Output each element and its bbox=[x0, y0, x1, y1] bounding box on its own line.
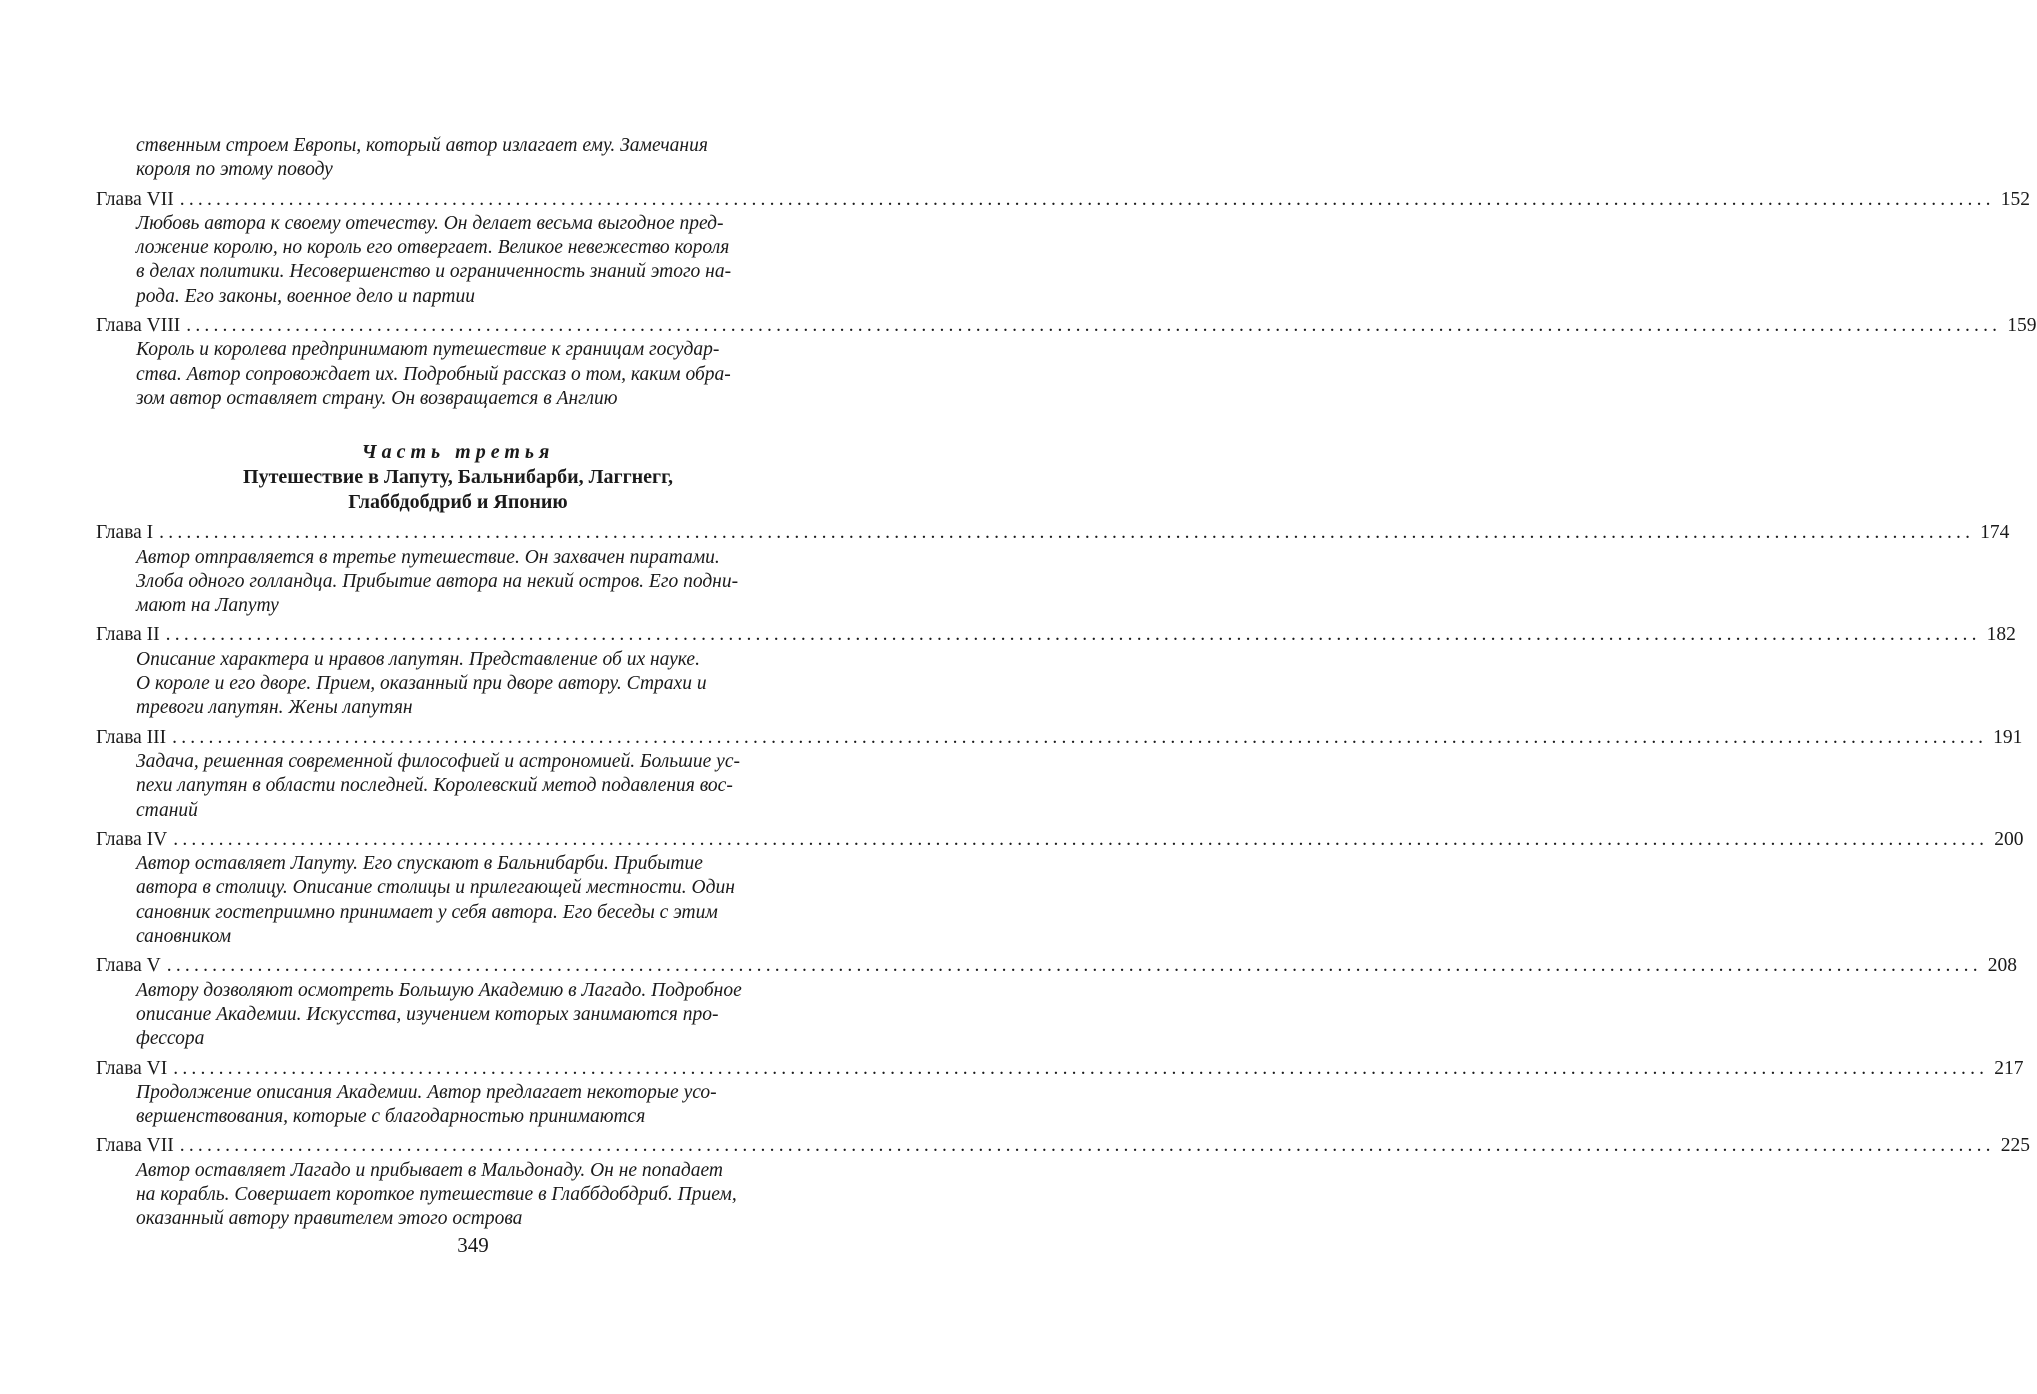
description-line: Описание характера и нравов лапутян. Представление об их науке. bbox=[136, 648, 700, 670]
dot-leader: ........................................................................................................................................................................................................ bbox=[166, 955, 1982, 977]
description-line: мают на Лапуту bbox=[136, 595, 279, 617]
chapter-label: Глава VIII bbox=[96, 315, 181, 337]
description-line: ства. Автор сопровождает их. Подробный рассказ о том, каким обра- bbox=[136, 363, 731, 385]
chapter-description bbox=[96, 852, 820, 949]
page-ref: 152 bbox=[2000, 188, 2030, 210]
description-line: вершенствования, которые с благодарностью принимаются bbox=[136, 1106, 646, 1128]
page-ref: 191 bbox=[1993, 726, 2023, 748]
description-line: короля по этому поводу bbox=[136, 159, 333, 181]
page-ref: 200 bbox=[1994, 828, 2024, 850]
description-line: Автор оставляет Лапуту. Его спускают в Бальнибарби. Прибытие bbox=[136, 853, 703, 875]
description-line: оказанный автору правителем этого острова bbox=[136, 1208, 523, 1230]
chapter-description bbox=[96, 1081, 820, 1130]
description-line: автора в столицу. Описание столицы и прилегающей местности. Один bbox=[136, 877, 735, 899]
chapter-description bbox=[96, 546, 820, 619]
description-line: Автор отправляется в третье путешествие. Он захвачен пиратами. bbox=[136, 546, 720, 568]
description-line: фессора bbox=[136, 1028, 205, 1050]
description-line: Любовь автора к своему отечеству. Он делает весьма выгодное пред- bbox=[136, 212, 724, 234]
toc-entry bbox=[96, 828, 2024, 949]
part-title-line: Глаббдобдриб и Японию bbox=[348, 491, 568, 514]
toc-entry bbox=[96, 521, 2010, 618]
part-label: Часть третья bbox=[361, 441, 555, 464]
description-line: Автору дозволяют осмотреть Большую Академию в Лагадо. Подробное bbox=[136, 979, 742, 1001]
toc-entry bbox=[96, 1057, 2024, 1130]
dot-leader: ........................................................................................................................................................................................................ bbox=[179, 188, 1995, 210]
toc-entry bbox=[96, 188, 2030, 309]
description-line: сановником bbox=[136, 926, 232, 948]
chapter-label: Глава VII bbox=[96, 188, 174, 210]
description-line: в делах политики. Несовершенство и ограниченность знаний этого на- bbox=[136, 261, 732, 283]
dot-leader: ........................................................................................................................................................................................................ bbox=[165, 624, 1981, 646]
description-line: Задача, решенная современной философией и астрономией. Большие ус- bbox=[136, 750, 740, 772]
leadin-description bbox=[96, 134, 820, 183]
chapter-label: Глава III bbox=[96, 726, 167, 748]
chapter-description bbox=[96, 1159, 820, 1232]
chapter-label: Глава VI bbox=[96, 1057, 168, 1079]
dot-leader: ........................................................................................................................................................................................................ bbox=[159, 522, 1975, 544]
toc-line[interactable] bbox=[96, 1057, 2024, 1081]
dot-leader: ........................................................................................................................................................................................................ bbox=[173, 1057, 1989, 1079]
toc-entry bbox=[96, 623, 2016, 720]
chapter-description bbox=[96, 979, 820, 1052]
dot-leader: ........................................................................................................................................................................................................ bbox=[179, 1135, 1995, 1157]
toc-line[interactable] bbox=[96, 188, 2030, 212]
toc-line[interactable] bbox=[96, 828, 2024, 852]
description-line: сановник гостеприимно принимает у себя автора. Его беседы с этим bbox=[136, 901, 718, 923]
dot-leader: ........................................................................................................................................................................................................ bbox=[173, 828, 1989, 850]
description-line: О короле и его дворе. Прием, оказанный при дворе автору. Страхи и bbox=[136, 673, 707, 695]
chapter-description bbox=[96, 212, 820, 309]
description-line: пехи лапутян в области последней. Королевский метод подавления вос- bbox=[136, 775, 733, 797]
description-line: станий bbox=[136, 799, 198, 821]
table-of-contents bbox=[96, 134, 2037, 1232]
description-line: описание Академии. Искусства, изучением которых занимаются про- bbox=[136, 1003, 719, 1025]
page-ref: 217 bbox=[1994, 1057, 2024, 1079]
toc-line[interactable] bbox=[96, 521, 2010, 545]
chapter-label: Глава IV bbox=[96, 828, 168, 850]
page-ref: 225 bbox=[2000, 1135, 2030, 1157]
description-line: ложение королю, но король его отвергает. Великое невежество короля bbox=[136, 237, 730, 259]
toc-entry bbox=[96, 954, 2018, 1051]
page-ref: 159 bbox=[2007, 315, 2037, 337]
toc-entry bbox=[96, 314, 2037, 411]
description-line: Автор оставляет Лагадо и прибывает в Мальдонаду. Он не попадает bbox=[136, 1159, 724, 1181]
chapter-description bbox=[96, 648, 820, 721]
part-title-line: Путешествие в Лапуту, Бальнибарби, Лаггнегг, bbox=[243, 466, 673, 489]
toc-line[interactable] bbox=[96, 623, 2016, 647]
toc-entry bbox=[96, 1134, 2030, 1231]
toc-line[interactable] bbox=[96, 1134, 2030, 1158]
page-ref: 208 bbox=[1987, 955, 2018, 977]
toc-line[interactable] bbox=[96, 314, 2037, 338]
description-line: ственным строем Европы, который автор излагает ему. Замечания bbox=[136, 135, 708, 156]
toc-entry bbox=[96, 726, 2023, 823]
description-line: Злоба одного голландца. Прибытие автора на некий остров. Его подни- bbox=[136, 570, 739, 592]
part-heading bbox=[96, 440, 820, 515]
toc-line[interactable] bbox=[96, 726, 2023, 750]
page-number: 349 bbox=[457, 1233, 489, 1257]
chapter-description bbox=[96, 338, 820, 411]
description-line: на корабль. Совершает короткое путешествие в Глаббдобдриб. Прием, bbox=[136, 1183, 737, 1205]
dot-leader: ........................................................................................................................................................................................................ bbox=[186, 315, 2002, 337]
chapter-label: Глава II bbox=[96, 624, 160, 646]
description-line: тревоги лапутян. Жены лапутян bbox=[136, 697, 413, 719]
dot-leader: ........................................................................................................................................................................................................ bbox=[172, 726, 1988, 748]
chapter-description bbox=[96, 750, 820, 823]
description-line: рода. Его законы, военное дело и партии bbox=[136, 285, 475, 307]
toc-line[interactable] bbox=[96, 954, 2018, 978]
page-ref: 174 bbox=[1980, 522, 2010, 544]
chapter-label: Глава VII bbox=[96, 1135, 174, 1157]
description-line: Продолжение описания Академии. Автор предлагает некоторые усо- bbox=[136, 1081, 717, 1103]
page-ref: 182 bbox=[1986, 624, 2016, 646]
description-line: зом автор оставляет страну. Он возвращается в Англию bbox=[136, 387, 618, 409]
description-line: Король и королева предпринимают путешествие к границам государ- bbox=[136, 339, 720, 361]
chapter-label: Глава V bbox=[96, 955, 161, 977]
chapter-label: Глава I bbox=[96, 522, 154, 544]
